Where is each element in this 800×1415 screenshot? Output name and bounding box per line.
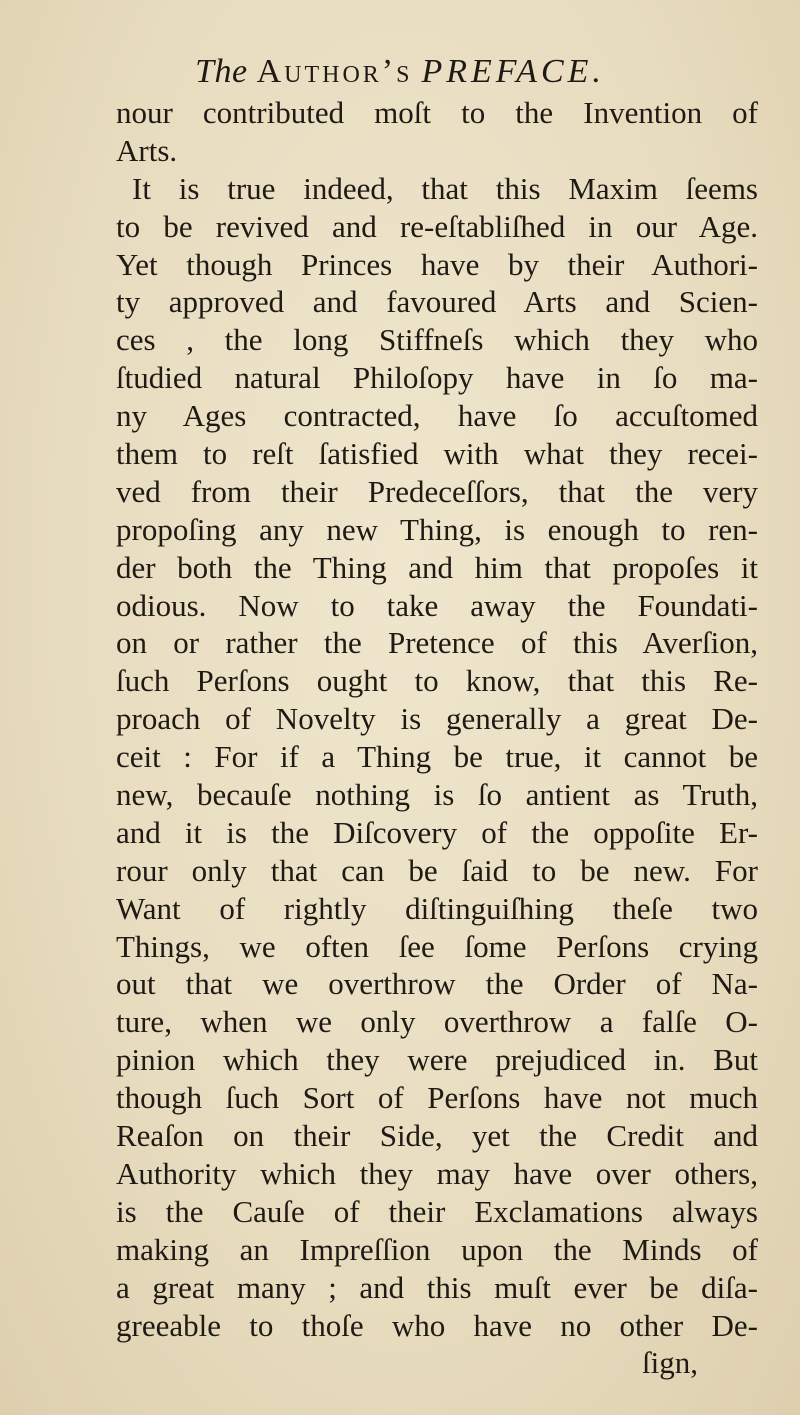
header-preface: PREFACE. xyxy=(421,53,605,90)
text-line: on or rather the Pretence of this Averſion, xyxy=(116,625,758,661)
text-line: proach of Novelty is generally a great De- xyxy=(116,701,758,737)
header-the: The xyxy=(195,53,248,90)
text-line: new, becauſe nothing is ſo antient as Truth, xyxy=(116,777,758,813)
text-line: Authority which they may have over others, xyxy=(116,1155,758,1191)
text-line: out that we overthrow the Order of Na- xyxy=(116,966,758,1002)
text-line: ſtudied natural Philoſopy have in ſo ma- xyxy=(116,360,758,396)
text-line: greeable to thoſe who have no other De- xyxy=(116,1307,758,1343)
text-line: Things, we often ſee ſome Perſons crying xyxy=(116,928,758,964)
text-line: them to reſt ſatisfied with what they recei- xyxy=(116,436,758,472)
body-text xyxy=(116,94,758,1382)
text-line: and it is the Diſcovery of the oppoſite Er- xyxy=(116,814,758,850)
text-line: is the Cauſe of their Exclamations always xyxy=(116,1193,758,1229)
text-line: ſuch Perſons ought to know, that this Re- xyxy=(116,663,758,699)
text-line: ture, when we only overthrow a falſe O- xyxy=(116,1004,758,1040)
text-line: Reaſon on their Side, yet the Credit and xyxy=(116,1118,758,1154)
text-line: odious. Now to take away the Foundati- xyxy=(116,587,758,623)
text-line: ny Ages contracted, have ſo accuſtomed xyxy=(116,398,758,434)
text-line: ceit : For if a Thing be true, it cannot be xyxy=(116,739,758,775)
text-line: a great many ; and this muſt ever be diſa- xyxy=(116,1269,758,1305)
text-line: propoſing any new Thing, is enough to ren- xyxy=(116,511,758,547)
header-author: Author’s xyxy=(256,53,413,90)
text-line: nour contributed moſt to the Invention of xyxy=(116,95,758,130)
text-line: Yet though Princes have by their Authori- xyxy=(116,246,758,282)
text-line: Arts. xyxy=(116,132,178,168)
text-line: der both the Thing and him that propoſes it xyxy=(116,549,758,585)
text-line: pinion which they were prejudiced in. But xyxy=(116,1042,758,1078)
text-line: to be revived and re-eſtabliſhed in our Age. xyxy=(116,208,758,244)
text-line: making an Impreſſion upon the Minds of xyxy=(116,1231,758,1267)
text-line: rour only that can be ſaid to be new. For xyxy=(116,852,758,888)
text-line: ces , the long Stiffneſs which they who xyxy=(116,322,758,358)
text-line: though ſuch Sort of Perſons have not much xyxy=(116,1080,758,1116)
catchword: ſign, xyxy=(642,1345,698,1381)
text-line: Want of rightly diſtinguiſhing theſe two xyxy=(116,890,758,926)
text-line: ty approved and favoured Arts and Scien- xyxy=(116,284,758,320)
running-header xyxy=(0,50,800,94)
text-line: It is true indeed, that this Maxim ſeems xyxy=(132,170,758,206)
text-line: ved from their Predeceſſors, that the very xyxy=(116,473,758,509)
